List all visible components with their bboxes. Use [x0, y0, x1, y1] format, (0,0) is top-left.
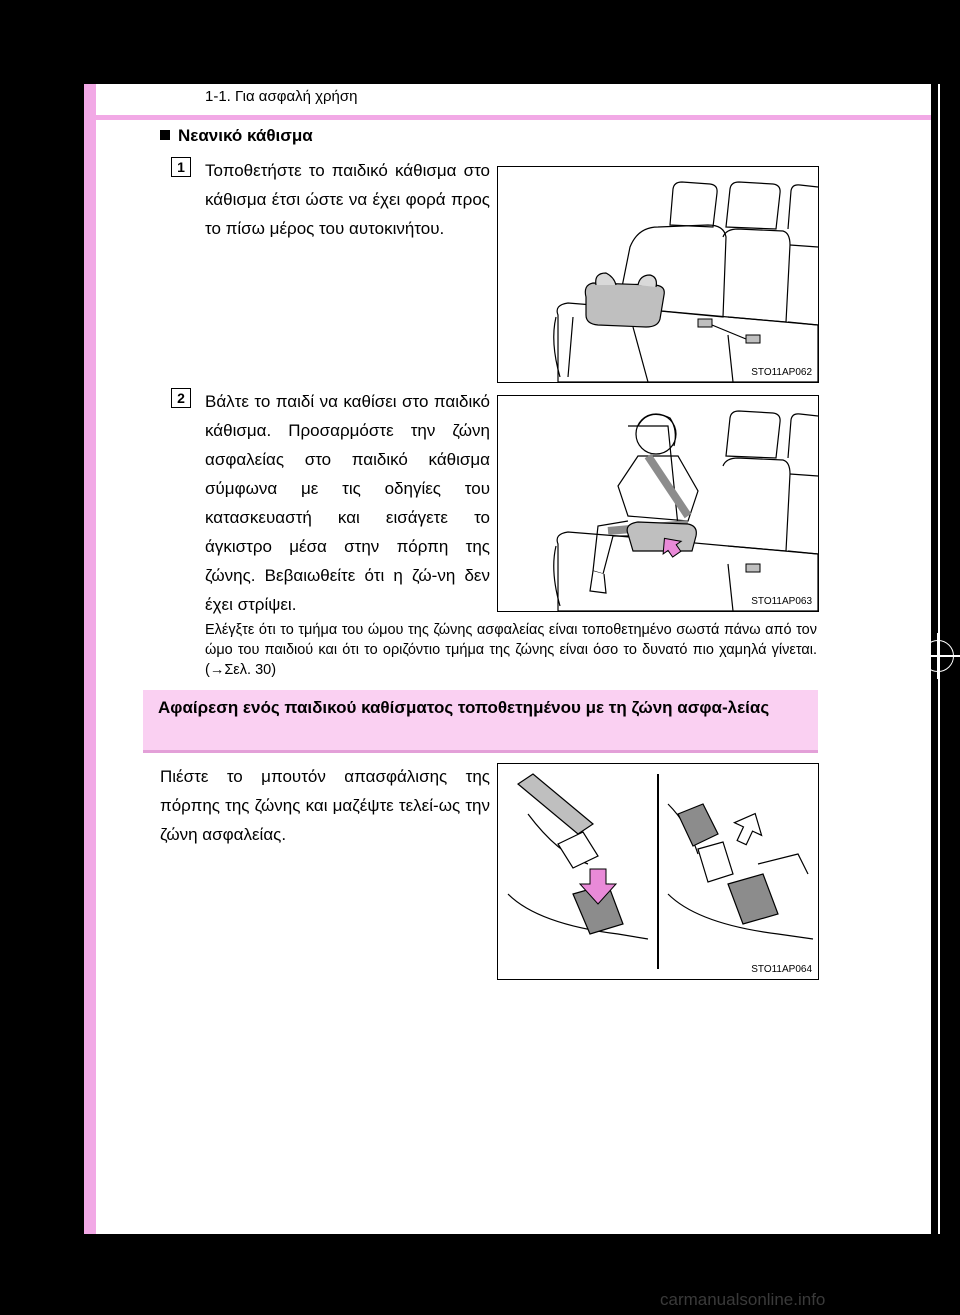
illustration-child-in-booster — [497, 395, 819, 612]
square-bullet-icon — [160, 130, 170, 140]
shoulder-belt-note: Ελέγξτε ότι το τμήμα του ώμου της ζώνης ασφαλείας είναι τοποθετημένο σωστά πάνω από τον ώμο του παιδιού και ότι το οριζόντιο τμήμα της ζώνης είναι όσο το δυνατό πιο χαμηλά γίνεται. (→Σελ. 30) — [205, 622, 817, 678]
page-side-bar — [84, 84, 96, 1234]
image-code-3: STO11AP064 — [751, 964, 812, 975]
removal-heading-bar — [143, 690, 818, 753]
buckle-release-drawing — [498, 764, 818, 979]
removal-text: Πιέστε το μπουτόν απασφάλισης της πόρπης της ζώνης και μαζέψτε τελεί-ως την ζώνη ασφαλείας. — [160, 767, 490, 844]
registration-mark-icon — [922, 640, 954, 672]
child-seatbelt-drawing — [498, 396, 818, 611]
illustration-buckle-release — [497, 763, 819, 980]
section-title-text: Νεανικό κάθισμα — [178, 126, 313, 145]
image-code-2: STO11AP063 — [751, 596, 812, 607]
header-rule — [84, 115, 931, 120]
booster-seat-drawing — [498, 167, 818, 382]
chapter-header: 1-1. Για ασφαλή χρήση — [205, 88, 358, 105]
step-1-text: Τοποθετήστε το παιδικό κάθισμα στο κάθισμα έτσι ώστε να έχει φορά προς το πίσω μέρος του αυτοκινήτου. — [205, 161, 490, 238]
illustration-booster-seat — [497, 166, 819, 383]
image-code-1: STO11AP062 — [751, 367, 812, 378]
section-title — [160, 126, 313, 146]
step-number-2: 2 — [171, 388, 191, 408]
step-2-text: Βάλτε το παιδί να καθίσει στο παιδικό κάθισμα. Προσαρμόστε την ζώνη ασφαλείας στο παιδικό κάθισμα σύμφωνα με τις οδηγίες του κατασκευαστή και εισάγετε το άγκιστρο μέσα στην πόρπη της ζώνης. Βεβαιωθείτε ότι η ζώ-νη δεν έχει στρίψει. — [205, 392, 490, 614]
site-watermark: carmanualsonline.info — [660, 1290, 826, 1309]
removal-heading: Αφαίρεση ενός παιδικού καθίσματος τοποθετημένου με τη ζώνη ασφα-λείας — [158, 698, 770, 717]
step-number-1: 1 — [171, 157, 191, 177]
